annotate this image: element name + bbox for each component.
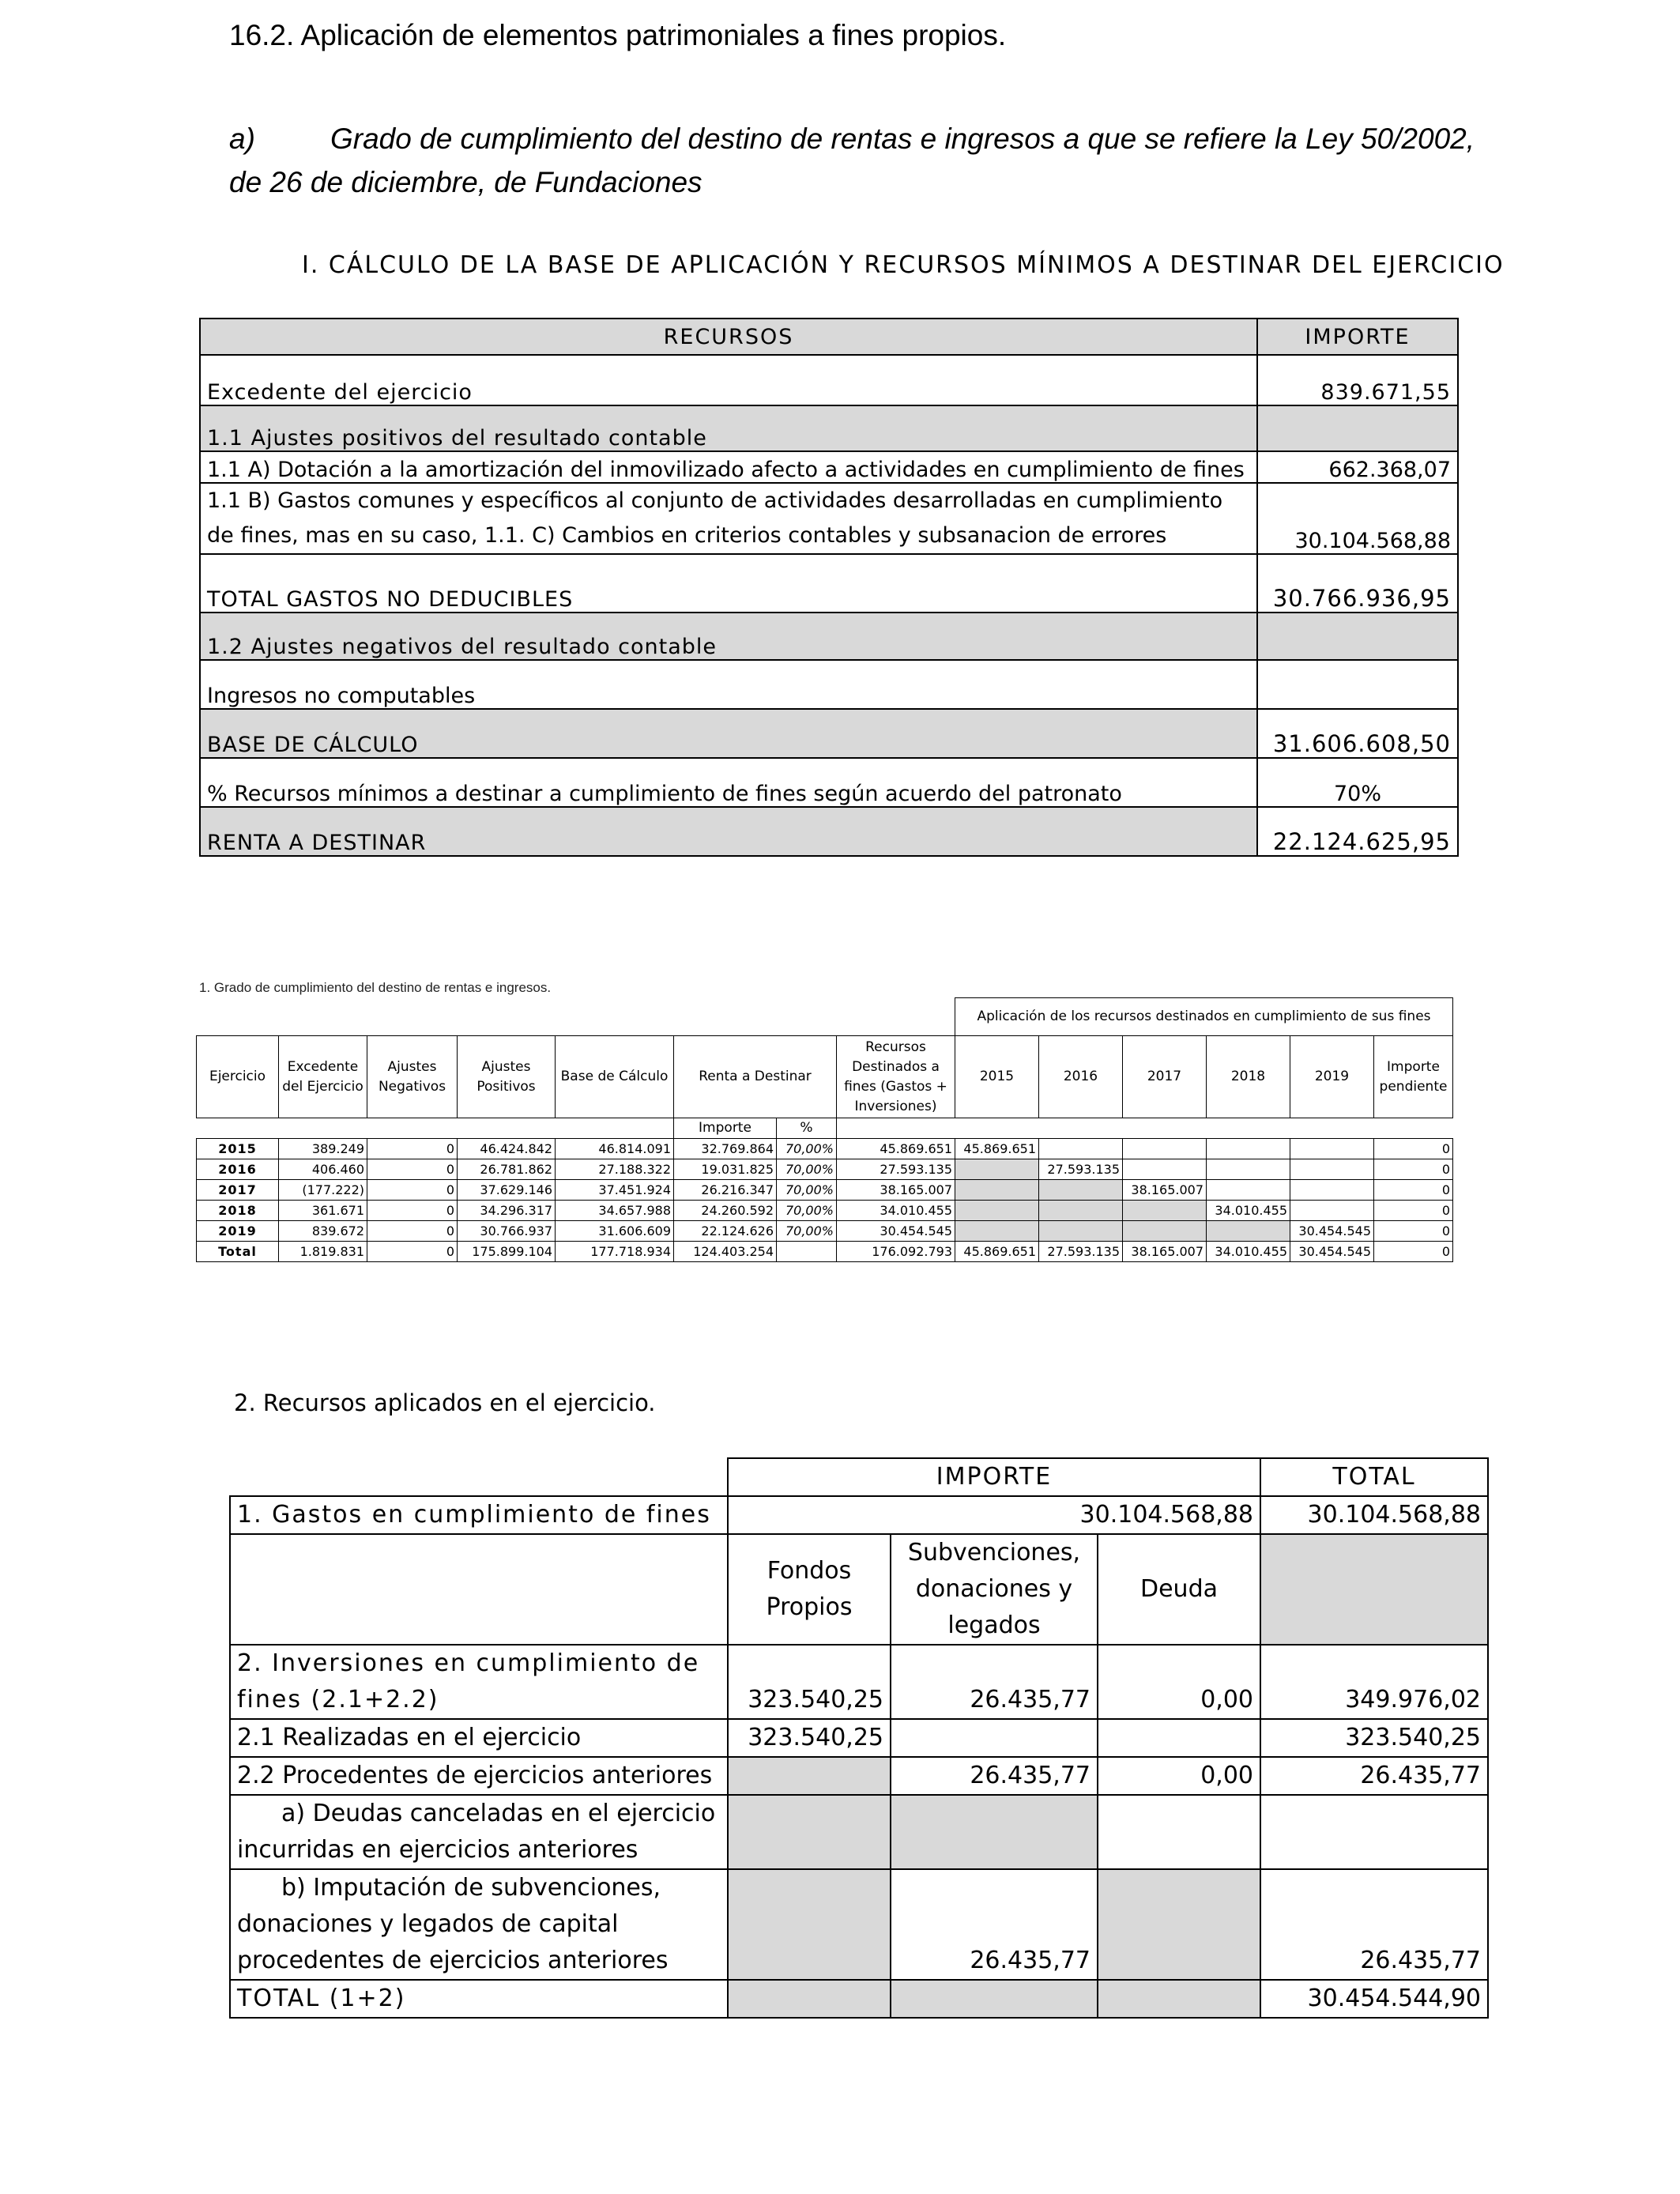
cell-y2015 — [955, 1221, 1039, 1242]
applied-resources-table — [229, 1457, 1489, 2019]
cell-y2017: 38.165.007 — [1123, 1180, 1207, 1201]
table-row — [197, 1242, 1453, 1262]
cell-y2015 — [955, 1201, 1039, 1221]
hdr-2017: 2017 — [1123, 1036, 1207, 1118]
row-label: Ingresos no computables — [200, 660, 1257, 709]
table-row — [197, 1139, 1453, 1159]
grado-table — [196, 997, 1453, 1262]
cell-excedente: 389.249 — [279, 1139, 367, 1159]
row-subv — [891, 1980, 1098, 2018]
sub-header-deuda: Deuda — [1098, 1534, 1260, 1645]
cell-aj-pos: 30.766.937 — [458, 1221, 556, 1242]
cell-y2018 — [1207, 1180, 1290, 1201]
cell-importe: 22.124.626 — [674, 1221, 777, 1242]
cell-pendiente: 0 — [1374, 1139, 1453, 1159]
cell-base: 177.718.934 — [556, 1242, 674, 1262]
row-label: Excedente del ejercicio — [200, 355, 1257, 405]
cell-excedente: 406.460 — [279, 1159, 367, 1180]
hdr-importe: Importe — [674, 1118, 777, 1139]
cell-aj-neg: 0 — [367, 1159, 458, 1180]
cell-y2019 — [1290, 1180, 1374, 1201]
cell-aj-neg: 0 — [367, 1139, 458, 1159]
cell-aj-neg: 0 — [367, 1242, 458, 1262]
cell-importe: 124.403.254 — [674, 1242, 777, 1262]
row-value: 662.368,07 — [1257, 451, 1458, 483]
cell-y2018 — [1207, 1159, 1290, 1180]
row-label-a: b) Imputación de subvenciones, — [281, 1874, 661, 1902]
row-label: TOTAL (1+2) — [230, 1980, 728, 2018]
cell-base: 27.188.322 — [556, 1159, 674, 1180]
cell-pct: 70,00% — [777, 1139, 837, 1159]
cell-y2016 — [1039, 1201, 1123, 1221]
group-header: Aplicación de los recursos destinados en cumplimiento de sus fines — [955, 998, 1453, 1036]
row-value — [1257, 613, 1458, 660]
hdr-aj-pos: Ajustes Positivos — [458, 1036, 556, 1118]
hdr-pendiente: Importe pendiente — [1374, 1036, 1453, 1118]
section-heading: 16.2. Aplicación de elementos patrimoniales a fines propios. — [229, 19, 1007, 51]
cell-recursos: 38.165.007 — [837, 1180, 955, 1201]
cell-excedente: (177.222) — [279, 1180, 367, 1201]
cell-aj-pos: 175.899.104 — [458, 1242, 556, 1262]
cell-y2018 — [1207, 1139, 1290, 1159]
row-label-a: a) Deudas canceladas en el ejercicio — [281, 1800, 716, 1827]
cell-y2017 — [1123, 1201, 1207, 1221]
cell-y2015 — [955, 1180, 1039, 1201]
row-label: TOTAL GASTOS NO DEDUCIBLES — [200, 554, 1257, 613]
col-header-recursos: RECURSOS — [200, 319, 1257, 355]
row-deuda — [1098, 1795, 1260, 1869]
cell-pct: 70,00% — [777, 1180, 837, 1201]
row-subv: 26.435,77 — [891, 1757, 1098, 1795]
cell-ejercicio: 2015 — [197, 1139, 279, 1159]
cell-y2019: 30.454.545 — [1290, 1221, 1374, 1242]
row-importe: 30.104.568,88 — [728, 1496, 1260, 1534]
row-total: 323.540,25 — [1260, 1719, 1488, 1757]
hdr-renta: Renta a Destinar — [674, 1036, 837, 1118]
cell-aj-neg: 0 — [367, 1221, 458, 1242]
cell-y2018: 34.010.455 — [1207, 1201, 1290, 1221]
row-label: 2.2 Procedentes de ejercicios anteriores — [230, 1757, 728, 1795]
subtitle — [229, 117, 1509, 204]
row-deuda: 0,00 — [1098, 1645, 1260, 1719]
sub-header-fondos: Fondos Propios — [728, 1534, 891, 1645]
cell-pendiente: 0 — [1374, 1242, 1453, 1262]
hdr-ejercicio: Ejercicio — [197, 1036, 279, 1118]
cell-y2016 — [1039, 1180, 1123, 1201]
table-row — [197, 1180, 1453, 1201]
hdr-recursos: Recursos Destinados a fines (Gastos + Inversiones) — [837, 1036, 955, 1118]
cell-excedente: 1.819.831 — [279, 1242, 367, 1262]
row-label: 2. Inversiones en cumplimiento de fines (2.1+2.2) — [230, 1645, 728, 1719]
row-total: 349.976,02 — [1260, 1645, 1488, 1719]
cell-importe: 26.216.347 — [674, 1180, 777, 1201]
table-row — [197, 1159, 1453, 1180]
cell-pendiente: 0 — [1374, 1159, 1453, 1180]
subtitle-label: a) — [229, 123, 255, 155]
cell-excedente: 839.672 — [279, 1221, 367, 1242]
col-header-total: TOTAL — [1260, 1458, 1488, 1496]
row-subv — [891, 1795, 1098, 1869]
row-label: RENTA A DESTINAR — [200, 807, 1257, 856]
cell-recursos: 176.092.793 — [837, 1242, 955, 1262]
hdr-excedente: Excedente del Ejercicio — [279, 1036, 367, 1118]
cell-y2016: 27.593.135 — [1039, 1159, 1123, 1180]
row-label — [230, 1869, 728, 1980]
cell-recursos: 34.010.455 — [837, 1201, 955, 1221]
row-label: BASE DE CÁLCULO — [200, 709, 1257, 758]
row-deuda — [1098, 1869, 1260, 1980]
row-label-b: incurridas en ejercicios anteriores — [237, 1836, 638, 1864]
cell-y2016: 27.593.135 — [1039, 1242, 1123, 1262]
cell-recursos: 27.593.135 — [837, 1159, 955, 1180]
row-fondos — [728, 1869, 891, 1980]
hdr-2016: 2016 — [1039, 1036, 1123, 1118]
cell-pendiente: 0 — [1374, 1201, 1453, 1221]
cell-y2017 — [1123, 1159, 1207, 1180]
cell-ejercicio: 2016 — [197, 1159, 279, 1180]
row-value: 30.104.568,88 — [1257, 483, 1458, 554]
cell-aj-pos: 26.781.862 — [458, 1159, 556, 1180]
row-subv: 26.435,77 — [891, 1869, 1098, 1980]
cell-ejercicio: Total — [197, 1242, 279, 1262]
cell-pct: 70,00% — [777, 1159, 837, 1180]
section2-title: 2. Recursos aplicados en el ejercicio. — [234, 1389, 656, 1416]
row-label — [230, 1795, 728, 1869]
col-header-importe: IMPORTE — [728, 1458, 1260, 1496]
hdr-2019: 2019 — [1290, 1036, 1374, 1118]
cell-importe: 24.260.592 — [674, 1201, 777, 1221]
row-value: 30.766.936,95 — [1257, 554, 1458, 613]
cell-y2019 — [1290, 1159, 1374, 1180]
row-label: 1.1 B) Gastos comunes y específicos al conjunto de actividades desarrolladas en cumplimiento de fines, mas en su caso, 1.1. C) Cambios en criterios contables y subsanacion de errores — [200, 483, 1257, 554]
row-value: 22.124.625,95 — [1257, 807, 1458, 856]
cell-aj-pos: 37.629.146 — [458, 1180, 556, 1201]
cell-ejercicio: 2017 — [197, 1180, 279, 1201]
cell-aj-pos: 46.424.842 — [458, 1139, 556, 1159]
row-deuda: 0,00 — [1098, 1757, 1260, 1795]
row-value: 70% — [1257, 758, 1458, 807]
row-label: 1.1 A) Dotación a la amortización del inmovilizado afecto a actividades en cumplimiento de fines — [200, 451, 1257, 483]
calculation-title: I. CÁLCULO DE LA BASE DE APLICACIÓN Y RECURSOS MÍNIMOS A DESTINAR DEL EJERCICIO — [302, 251, 1505, 279]
cell-y2015: 45.869.651 — [955, 1139, 1039, 1159]
cell-base: 46.814.091 — [556, 1139, 674, 1159]
cell-y2015 — [955, 1159, 1039, 1180]
cell-pendiente: 0 — [1374, 1221, 1453, 1242]
row-total: 30.104.568,88 — [1260, 1496, 1488, 1534]
hdr-pct: % — [777, 1118, 837, 1139]
cell-y2019 — [1290, 1139, 1374, 1159]
row-value — [1257, 660, 1458, 709]
row-value: 839.671,55 — [1257, 355, 1458, 405]
row-label: 1.2 Ajustes negativos del resultado contable — [200, 613, 1257, 660]
cell-pct: 70,00% — [777, 1201, 837, 1221]
cell-pct: 70,00% — [777, 1221, 837, 1242]
row-label: 2.1 Realizadas en el ejercicio — [230, 1719, 728, 1757]
cell-aj-neg: 0 — [367, 1201, 458, 1221]
row-total: 30.454.544,90 — [1260, 1980, 1488, 2018]
row-deuda — [1098, 1719, 1260, 1757]
row-label-b: donaciones y legados de capital procedentes de ejercicios anteriores — [237, 1910, 669, 1974]
cell-y2018: 34.010.455 — [1207, 1242, 1290, 1262]
row-total — [1260, 1795, 1488, 1869]
cell-importe: 32.769.864 — [674, 1139, 777, 1159]
row-subv: 26.435,77 — [891, 1645, 1098, 1719]
row-fondos — [728, 1980, 891, 2018]
cell-y2015: 45.869.651 — [955, 1242, 1039, 1262]
cell-y2018 — [1207, 1221, 1290, 1242]
row-fondos: 323.540,25 — [728, 1719, 891, 1757]
subtitle-text: Grado de cumplimiento del destino de rentas e ingresos a que se refiere la Ley 50/2002, de 26 de diciembre, de Fundaciones — [229, 123, 1475, 198]
row-value: 31.606.608,50 — [1257, 709, 1458, 758]
row-deuda — [1098, 1980, 1260, 2018]
grado-caption: 1. Grado de cumplimiento del destino de rentas e ingresos. — [199, 980, 552, 995]
cell-y2019: 30.454.545 — [1290, 1242, 1374, 1262]
row-fondos — [728, 1757, 891, 1795]
table-row — [197, 1221, 1453, 1242]
cell-y2019 — [1290, 1201, 1374, 1221]
cell-y2016 — [1039, 1221, 1123, 1242]
col-header-importe: IMPORTE — [1257, 319, 1458, 355]
hdr-2018: 2018 — [1207, 1036, 1290, 1118]
cell-ejercicio: 2018 — [197, 1201, 279, 1221]
row-fondos — [728, 1795, 891, 1869]
hdr-2015: 2015 — [955, 1036, 1039, 1118]
cell-y2017 — [1123, 1221, 1207, 1242]
row-label: 1.1 Ajustes positivos del resultado contable — [200, 405, 1257, 451]
cell-base: 31.606.609 — [556, 1221, 674, 1242]
table-row — [197, 1201, 1453, 1221]
hdr-aj-neg: Ajustes Negativos — [367, 1036, 458, 1118]
cell-y2017: 38.165.007 — [1123, 1242, 1207, 1262]
row-value — [1257, 405, 1458, 451]
cell-y2017 — [1123, 1139, 1207, 1159]
cell-excedente: 361.671 — [279, 1201, 367, 1221]
cell-importe: 19.031.825 — [674, 1159, 777, 1180]
cell-aj-pos: 34.296.317 — [458, 1201, 556, 1221]
cell-recursos: 30.454.545 — [837, 1221, 955, 1242]
row-label: % Recursos mínimos a destinar a cumplimiento de fines según acuerdo del patronato — [200, 758, 1257, 807]
cell-pct — [777, 1242, 837, 1262]
hdr-base: Base de Cálculo — [556, 1036, 674, 1118]
cell-base: 37.451.924 — [556, 1180, 674, 1201]
cell-base: 34.657.988 — [556, 1201, 674, 1221]
cell-recursos: 45.869.651 — [837, 1139, 955, 1159]
row-total: 26.435,77 — [1260, 1869, 1488, 1980]
cell-pendiente: 0 — [1374, 1180, 1453, 1201]
row-total: 26.435,77 — [1260, 1757, 1488, 1795]
calculation-table — [199, 318, 1459, 857]
row-fondos: 323.540,25 — [728, 1645, 891, 1719]
cell-y2016 — [1039, 1139, 1123, 1159]
cell-aj-neg: 0 — [367, 1180, 458, 1201]
row-label: 1. Gastos en cumplimiento de fines — [230, 1496, 728, 1534]
sub-header-subvenciones: Subvenciones, donaciones y legados — [891, 1534, 1098, 1645]
row-subv — [891, 1719, 1098, 1757]
cell-ejercicio: 2019 — [197, 1221, 279, 1242]
